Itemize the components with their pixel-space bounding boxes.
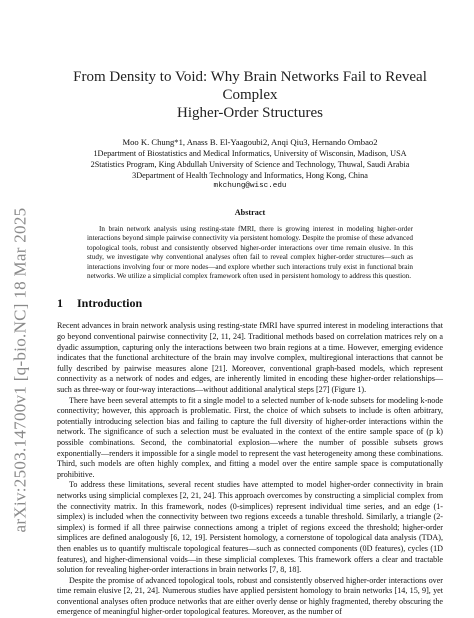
intro-paragraph-4: Despite the promise of advanced topological tools, robust and consistently observed higher-order interactions over time remain elusive [2, 21, 24]. Numerous studies have applied persistent homology to brain networks [14, 15, 9], yet conventional analyses often produce networks that are either overly dense or highly fragmented, thereby obscuring the emergence of meaningful higher-order topological features. Moreover, as the number of	[57, 575, 443, 617]
abstract-text: In brain network analysis using resting-state fMRI, there is growing interest in modeling higher-order interactions beyond simple pairwise connectivity via persistent homology. Despite the promise of these advanced topological tools, robust and consistently observed higher-order interactions over time remain elusive. In this study, we investigate why conventional analyses often fail to reveal complex higher-order structures—such as interactions involving four or more nodes—and explore whether such interactions truly exist in functional brain networks. We utilize a simplicial complex framework often used in persistent homology to address this question.	[87, 225, 413, 281]
abstract-heading: Abstract	[234, 208, 266, 217]
affiliation-1: 1Department of Biostatistics and Medical Informatics, University of Wisconsin, Madison, USA	[93, 149, 407, 158]
section-number: 1	[57, 296, 63, 311]
section-heading	[57, 296, 443, 311]
paper-title	[57, 68, 443, 122]
affiliations	[57, 148, 443, 181]
section-title: Introduction	[77, 296, 143, 311]
intro-paragraph-3: To address these limitations, several recent studies have attempted to model higher-order connectivity in brain networks using simplicial complexes [2, 21, 24]. This approach overcomes by constructing a simplicial complex from the connectivity matrix. In this framework, nodes (0-simplices) represent individual time series, and an edge (1-simplex) is included when the connectivity between two regions exceeds a tunable threshold. Similarly, a triangle (2-simplex) is formed if all three pairwise connections among a triplet of regions exceed the threshold; higher-order simplices are defined analogously [6, 12, 19]. Persistent homology, a cornerstone of topological data analysis (TDA), then enables us to quantify multiscale topological features—such as connected components (0D features), cycles (1D features), and higher-dimensional voids—in these simplicial complexes. This framework offers a clear and tractable solution for revealing higher-order interactions in brain networks [7, 8, 18].	[57, 480, 443, 575]
affiliation-3: 3Department of Health Technology and Informatics, Hong Kong, China	[132, 171, 368, 180]
title-line-2: Higher-Order Structures	[177, 105, 323, 121]
contact-email[interactable]: mkchung@wisc.edu	[213, 182, 287, 190]
intro-paragraph-2: There have been several attempts to fit a single model to a selected number of k-node subsets for modeling k-node connectivity; however, this approach is problematic. First, the choice of which subsets to include is often arbitrary, potentially introducing selection bias and failing to capture the full diversity of higher-order interactions within the network. The significance of such a selection must be evaluated in the context of the entire sample space of (p k) possible combinations. Second, the combinatorial explosion—where the number of possible subsets grows exponentially—renders it impossible for a single model to represent the vast heterogeneity among these combinations. Third, such models are often highly complex, and fitting a model over the entire sample space is computationally prohibitive.	[57, 395, 443, 479]
intro-paragraph-1: Recent advances in brain network analysis using resting-state fMRI have spurred interest in modeling interactions that go beyond conventional pairwise connectivity [2, 11, 24]. Traditional methods based on correlation matrices rely on a dyadic assumption, capturing only the interactions between two brain regions at a time. However, emerging evidence indicates that the functional architecture of the brain may involve complex, multiregional interactions that cannot be fully described by pairwise measures alone [21]. Moreover, conventional graph-based models, which represent connectivity as a network of nodes and edges, are inherently limited in encoding these higher-order relationships—such as three-way or four-way interactions—without additional analytical steps [27] (Figure 1).	[57, 321, 443, 394]
author-list: Moo K. Chung*1, Anass B. El-Yaagoubi2, Anqi Qiu3, Hernando Ombao2	[122, 137, 378, 147]
arxiv-identifier	[8, 150, 32, 590]
title-line-1: From Density to Void: Why Brain Networks Fail to Reveal Complex	[73, 69, 427, 103]
paper-page	[57, 0, 443, 618]
affiliation-2: 2Statistics Program, King Abdullah University of Science and Technology, Thuwal, Saudi Arabia	[90, 160, 410, 169]
arxiv-identifier-text: arXiv:2503.14700v1 [q-bio.NC] 18 Mar 2025	[10, 207, 29, 533]
